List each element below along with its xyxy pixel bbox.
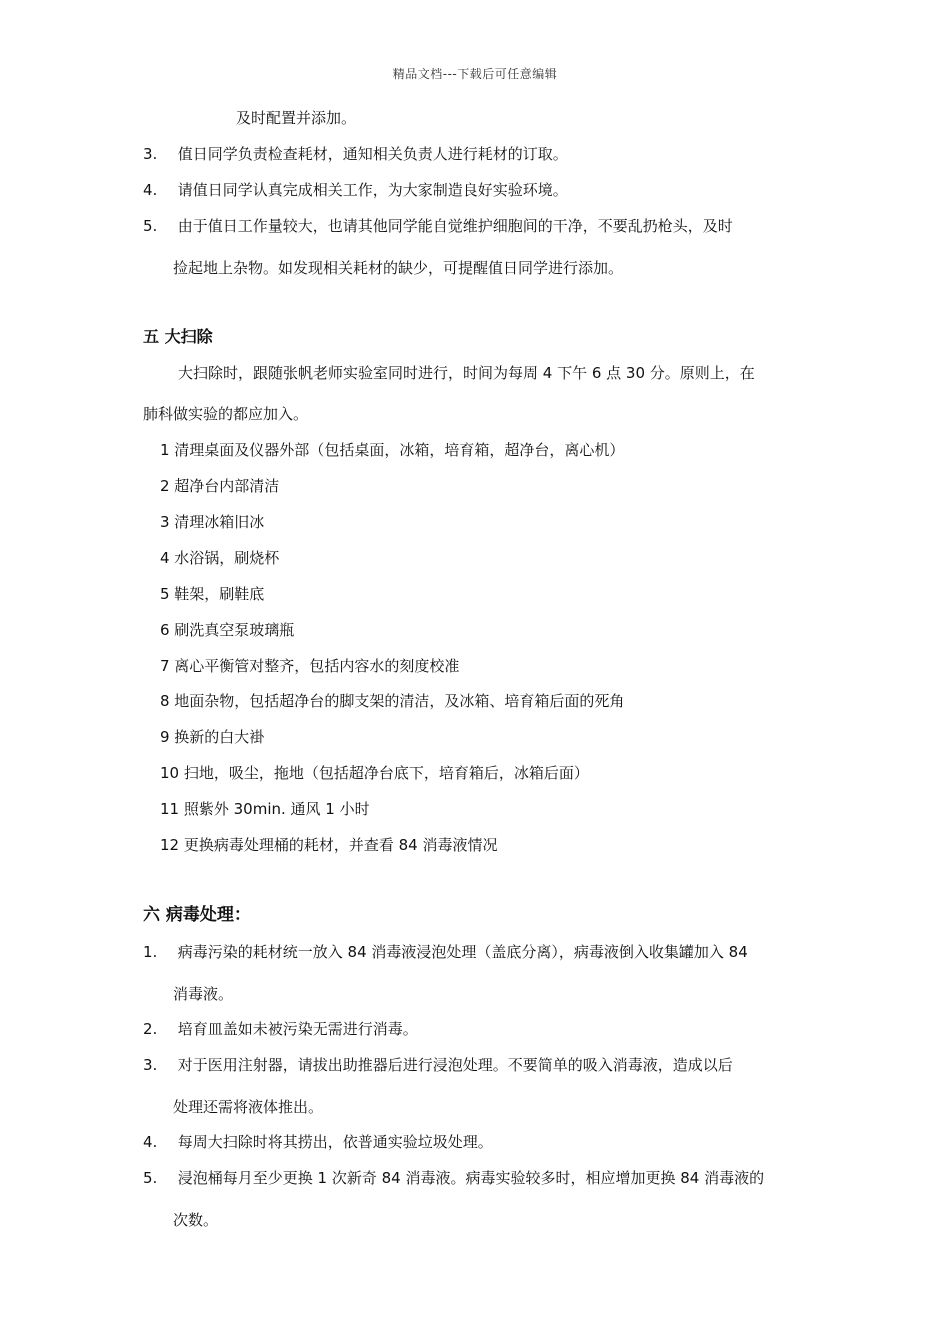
list-item xyxy=(143,1132,493,1152)
item-text: 请值日同学认真完成相关工作，为大家制造良好实验环境。 xyxy=(177,181,568,199)
list-item xyxy=(143,1019,418,1039)
item-continuation: 捡起地上杂物。如发现相关耗材的缺少，可提醒值日同学进行添加。 xyxy=(173,259,624,277)
item-continuation: 消毒液。 xyxy=(173,985,234,1003)
list-item: 3 清理冰箱旧冰 xyxy=(160,513,265,531)
item-number: 5. xyxy=(143,1169,158,1187)
item-number: 1. xyxy=(143,943,158,961)
item-number: 3. xyxy=(143,1056,158,1074)
list-item xyxy=(143,180,568,200)
item-continuation: 次数。 xyxy=(173,1211,219,1229)
list-item: 5 鞋架，刷鞋底 xyxy=(160,585,265,603)
section-heading: 五 大扫除 xyxy=(143,327,213,346)
item-text: 对于医用注射器，请拔出助推器后进行浸泡处理。不要简单的吸入消毒液，造成以后 xyxy=(177,1056,733,1074)
list-item: 4 水浴锅，刷烧杯 xyxy=(160,549,280,567)
item-text: 培育皿盖如未被污染无需进行消毒。 xyxy=(177,1020,418,1038)
item-text: 浸泡桶每月至少更换 1 次新奇 84 消毒液。病毒实验较多时，相应增加更换 84 消毒液的 xyxy=(177,1169,765,1187)
item-text: 病毒污染的耗材统一放入 84 消毒液浸泡处理（盖底分离），病毒液倒入收集罐加入 84 xyxy=(177,943,748,961)
paragraph-line: 大扫除时，跟随张帆老师实验室同时进行，时间为每周 4 下午 6 点 30 分。原则上，在 xyxy=(178,364,755,382)
list-item: 8 地面杂物，包括超净台的脚支架的清洁，及冰箱、培育箱后面的死角 xyxy=(160,692,625,710)
list-item xyxy=(143,942,748,962)
item-number: 2. xyxy=(143,1020,158,1038)
list-item xyxy=(143,216,733,236)
paragraph-line: 肺科做实验的都应加入。 xyxy=(143,405,309,423)
item-text: 由于值日工作量较大，也请其他同学能自觉维护细胞间的干净，不要乱扔枪头，及时 xyxy=(177,217,733,235)
item-continuation: 处理还需将液体推出。 xyxy=(173,1098,324,1116)
item-number: 3. xyxy=(143,145,158,163)
continuation-line: 及时配置并添加。 xyxy=(236,109,357,127)
item-number: 4. xyxy=(143,1133,158,1151)
item-text: 每周大扫除时将其捞出，依普通实验垃圾处理。 xyxy=(177,1133,493,1151)
list-item xyxy=(143,1055,733,1075)
item-number: 5. xyxy=(143,217,158,235)
list-item xyxy=(143,1168,764,1188)
list-item: 6 刷洗真空泵玻璃瓶 xyxy=(160,621,295,639)
list-item xyxy=(143,144,568,164)
page-header: 精品文档---下载后可任意编辑 xyxy=(392,67,558,81)
list-item: 2 超净台内部清洁 xyxy=(160,477,280,495)
list-item: 7 离心平衡管对整齐，包括内容水的刻度校准 xyxy=(160,657,460,675)
item-text: 值日同学负责检查耗材，通知相关负责人进行耗材的订取。 xyxy=(177,145,568,163)
section-heading: 六 病毒处理： xyxy=(143,905,251,925)
list-item: 9 换新的白大褂 xyxy=(160,728,265,746)
list-item: 11 照紫外 30min. 通风 1 小时 xyxy=(160,800,370,818)
item-number: 4. xyxy=(143,181,158,199)
list-item: 12 更换病毒处理桶的耗材，并查看 84 消毒液情况 xyxy=(160,836,498,854)
list-item: 1 清理桌面及仪器外部（包括桌面，冰箱，培育箱，超净台，离心机） xyxy=(160,441,625,459)
list-item: 10 扫地，吸尘，拖地（包括超净台底下，培育箱后，冰箱后面） xyxy=(160,764,589,782)
